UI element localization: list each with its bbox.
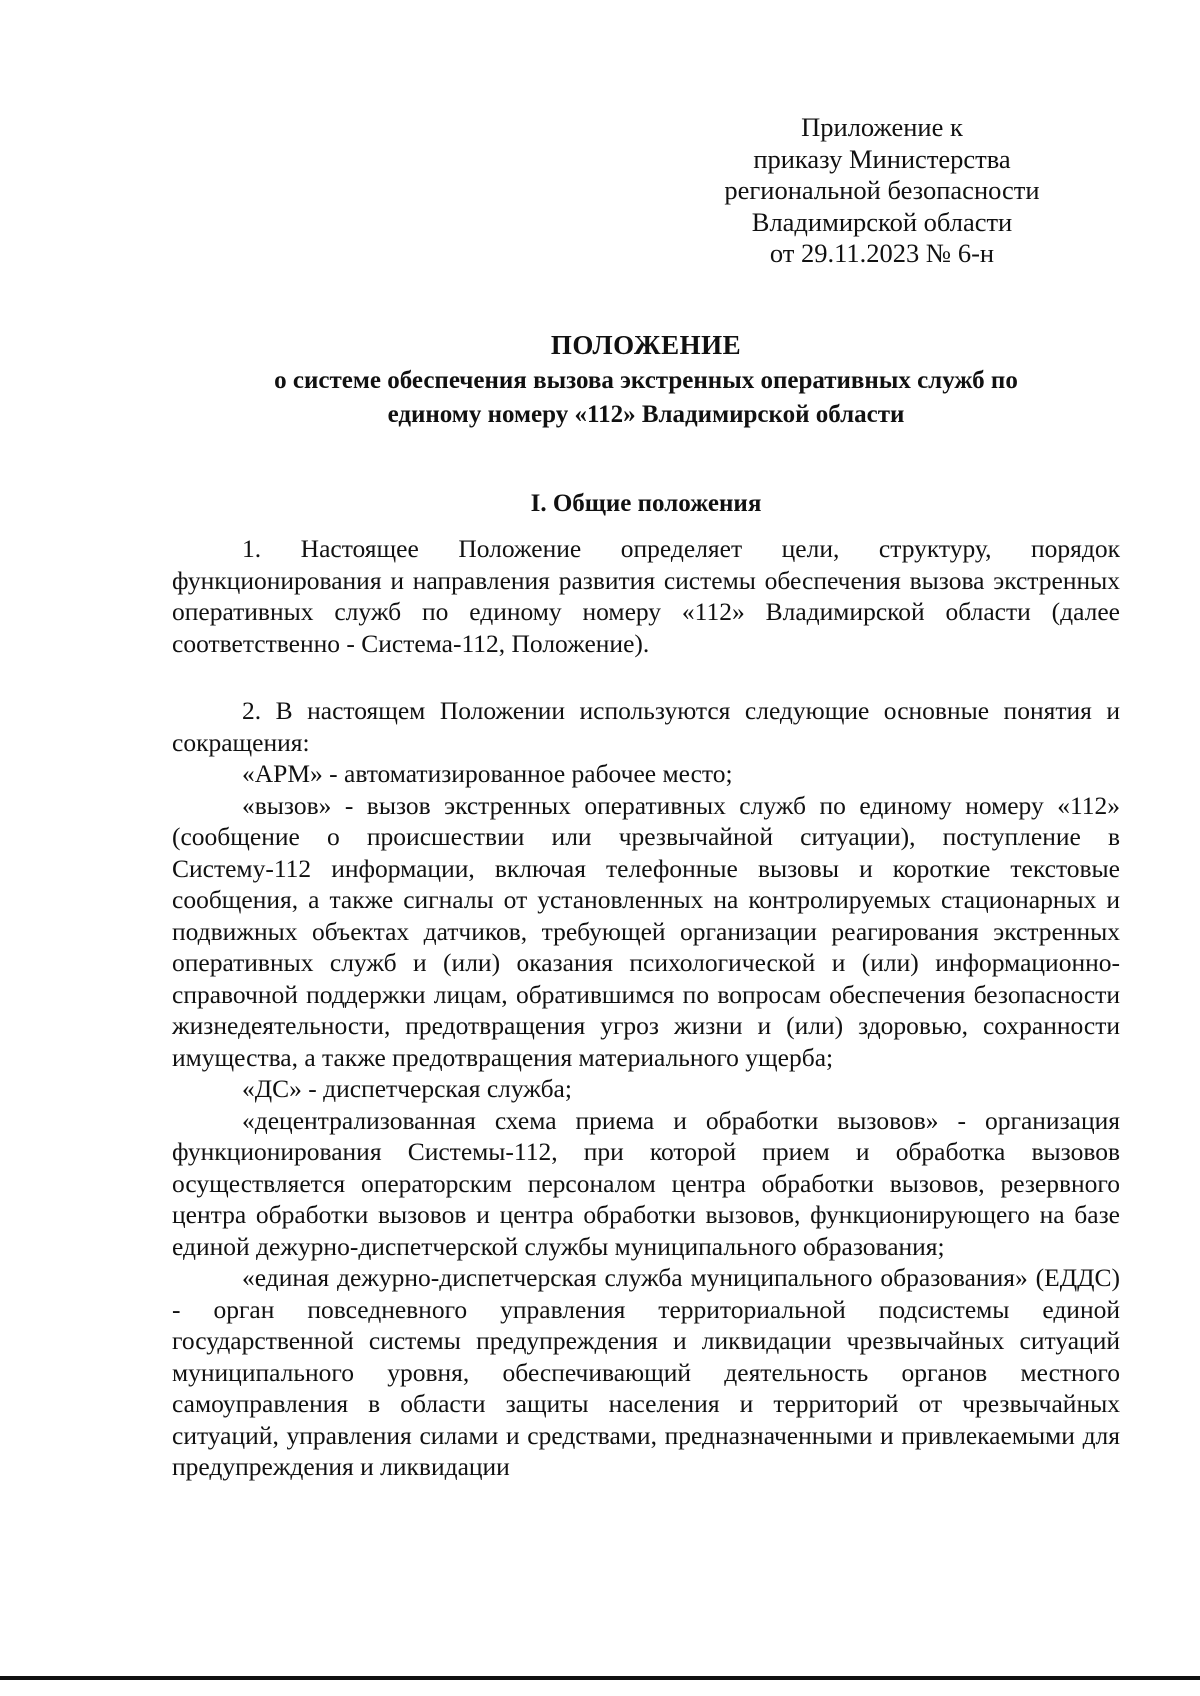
appendix-note (672, 112, 1092, 270)
page-bottom-rule (0, 1676, 1200, 1680)
definition-edds: «единая дежурно-диспетчерская служба муниципального образования» (ЕДДС) - орган повседневного управления территориальной подсистемы единой государственной системы предупреждения и ликвидации чрезвычайных ситуаций муниципального уровня, обеспечивающий деятельность органов местного самоуправления в области защиты населения и территорий от чрезвычайных ситуаций, управления силами и средствами, предназначенными и привлекаемыми для предупреждения и ликвидации (172, 1263, 1120, 1481)
paragraph-2: 2. В настоящем Положении используются следующие основные понятия и сокращения: (172, 696, 1120, 757)
document-title (170, 328, 1122, 432)
document-body (172, 533, 1120, 1483)
appendix-line: приказу Министерства (753, 143, 1011, 174)
appendix-line: Приложение к (801, 112, 963, 142)
definition-call: «вызов» - вызов экстренных оперативных служб по единому номеру «112» (сообщение о происшествии или чрезвычайной ситуации), поступление в Систему-112 информации, включая телефонные вызовы и короткие текстовые сообщения, а также сигналы от установленных на контролируемых стационарных и подвижных объектах датчиков, требующей организации реагирования экстренных оперативных служб и (или) оказания психологической и (или) информационно-справочной поддержки лицам, обратившимся по вопросам обеспечения безопасности жизнедеятельности, предотвращения угроз жизни и (или) здоровью, сохранности имущества, а также предотвращения материального ущерба; (172, 790, 1120, 1072)
definition-arm: «АРМ» - автоматизированное рабочее место; (242, 759, 733, 788)
appendix-line: региональной безопасности (724, 175, 1040, 205)
appendix-line: Владимирской области (751, 206, 1013, 237)
title-subtitle (170, 364, 1122, 432)
definition-ds: «ДС» - диспетчерская служба; (242, 1074, 572, 1103)
title-subtitle-line: о системе обеспечения вызова экстренных оперативных служб по (274, 367, 1018, 394)
title-main: ПОЛОЖЕНИЕ (550, 330, 742, 360)
title-subtitle-line: единому номеру «112» Владимирской области (387, 401, 905, 428)
paragraph-1: 1. Настоящее Положение определяет цели, структуру, порядок функционирования и направления развития системы обеспечения вызова экстренных оперативных служб по единому номеру «112» Владимирской области (далее соответственно - Система-112, Положение). (172, 534, 1120, 658)
definition-decentralized-scheme: «децентрализованная схема приема и обработки вызовов» - организация функционирования Системы-112, при которой прием и обработка вызовов осуществляется операторским персоналом центра обработки вызовов, резервного центра обработки вызовов и центра обработки вызовов, функционирующего на базе единой дежурно-диспетчерской службы муниципального образования; (172, 1105, 1120, 1261)
appendix-date-number: от 29.11.2023 № 6-н (769, 238, 995, 268)
section-heading: I. Общие положения (530, 490, 762, 517)
